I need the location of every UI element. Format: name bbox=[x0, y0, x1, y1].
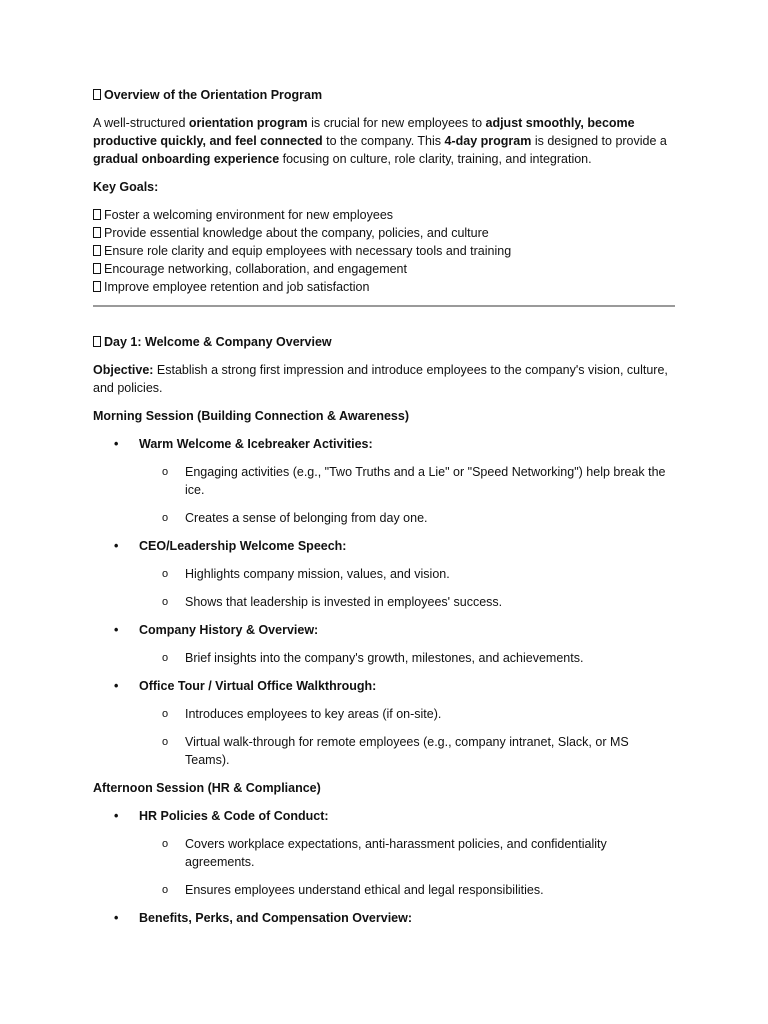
objective-text: Establish a strong first impression and introduce employees to the company's vision, culture, and policies. bbox=[93, 363, 668, 395]
missing-glyph-icon bbox=[93, 245, 101, 256]
missing-glyph-icon bbox=[93, 209, 101, 220]
sub-bullet-icon: o bbox=[162, 708, 169, 720]
sub-bullet-icon: o bbox=[162, 568, 169, 580]
objective-label: Objective: bbox=[93, 363, 154, 377]
sub-item-text: Engaging activities (e.g., "Two Truths and a Lie" or "Speed Networking") help break the ice. bbox=[185, 465, 666, 497]
session-item-label: CEO/Leadership Welcome Speech: bbox=[139, 539, 347, 553]
session-item bbox=[93, 807, 675, 899]
sub-bullet-icon: o bbox=[162, 512, 169, 524]
bullet-icon: • bbox=[114, 437, 119, 451]
sub-item-text: Covers workplace expectations, anti-harassment policies, and confidentiality agreements. bbox=[185, 837, 607, 869]
key-goals-label: Key Goals: bbox=[93, 180, 159, 194]
sub-item bbox=[139, 649, 675, 667]
session-item bbox=[93, 677, 675, 769]
bullet-icon: • bbox=[114, 623, 119, 637]
missing-glyph-icon bbox=[93, 263, 101, 274]
goal-item bbox=[93, 278, 675, 296]
bullet-icon: • bbox=[114, 679, 119, 693]
goal-text: Ensure role clarity and equip employees with necessary tools and training bbox=[104, 244, 512, 258]
sub-items bbox=[139, 463, 675, 527]
missing-glyph-icon bbox=[93, 281, 101, 292]
sub-items bbox=[139, 565, 675, 611]
sub-item bbox=[139, 835, 675, 871]
sub-item bbox=[139, 881, 675, 899]
horizontal-divider bbox=[93, 305, 675, 307]
sub-bullet-icon: o bbox=[162, 884, 169, 896]
missing-glyph-icon bbox=[93, 227, 101, 238]
emphasis-text: orientation program bbox=[188, 116, 308, 130]
overview-heading bbox=[93, 86, 675, 104]
session-items bbox=[93, 807, 675, 927]
bullet-icon: • bbox=[114, 911, 119, 925]
sub-item-text: Highlights company mission, values, and vision. bbox=[185, 567, 450, 581]
sub-item-text: Ensures employees understand ethical and legal responsibilities. bbox=[185, 883, 544, 897]
key-goals-list bbox=[93, 206, 675, 296]
goal-text: Improve employee retention and job satisfaction bbox=[104, 280, 370, 294]
session-item-label: Benefits, Perks, and Compensation Overview: bbox=[139, 911, 412, 925]
sub-item-text: Brief insights into the company's growth, milestones, and achievements. bbox=[185, 651, 584, 665]
sub-item-text: Shows that leadership is invested in employees' success. bbox=[185, 595, 503, 609]
emphasis-text: adjust smoothly, become productive quickly, and feel connected bbox=[93, 116, 635, 148]
bullet-icon: • bbox=[114, 809, 119, 823]
goal-item bbox=[93, 242, 675, 260]
sub-items bbox=[139, 705, 675, 769]
session-title: Morning Session (Building Connection & Awareness) bbox=[93, 409, 409, 423]
session-items bbox=[93, 435, 675, 769]
paragraph-text: focusing on culture, role clarity, training, and integration. bbox=[279, 152, 592, 166]
paragraph-text: to the company. This bbox=[322, 134, 445, 148]
session-item-label: HR Policies & Code of Conduct: bbox=[139, 809, 329, 823]
sub-item bbox=[139, 463, 675, 499]
paragraph-text: is designed to provide a bbox=[531, 134, 667, 148]
sub-item-text: Creates a sense of belonging from day one. bbox=[185, 511, 428, 525]
bullet-icon: • bbox=[114, 539, 119, 553]
sub-item bbox=[139, 733, 675, 769]
sub-bullet-icon: o bbox=[162, 596, 169, 608]
session-item-label: Warm Welcome & Icebreaker Activities: bbox=[139, 437, 373, 451]
sub-item bbox=[139, 593, 675, 611]
session-item bbox=[93, 909, 675, 927]
session-item bbox=[93, 621, 675, 667]
sub-item bbox=[139, 509, 675, 527]
session-item bbox=[93, 537, 675, 611]
goal-item bbox=[93, 224, 675, 242]
goal-item bbox=[93, 260, 675, 278]
session-item bbox=[93, 435, 675, 527]
emphasis-text: gradual onboarding experience bbox=[93, 152, 280, 166]
missing-glyph-icon bbox=[93, 336, 101, 347]
sub-item-text: Introduces employees to key areas (if on-site). bbox=[185, 707, 442, 721]
goal-text: Encourage networking, collaboration, and engagement bbox=[104, 262, 407, 276]
sub-item bbox=[139, 565, 675, 583]
goal-text: Provide essential knowledge about the company, policies, and culture bbox=[104, 226, 489, 240]
overview-heading-text: Overview of the Orientation Program bbox=[104, 88, 323, 102]
sub-bullet-icon: o bbox=[162, 652, 169, 664]
document-content bbox=[93, 86, 675, 937]
day1-heading bbox=[93, 333, 675, 351]
day1-sessions bbox=[93, 407, 675, 927]
missing-glyph-icon bbox=[93, 89, 101, 100]
overview-paragraph bbox=[93, 114, 675, 168]
sub-bullet-icon: o bbox=[162, 736, 169, 748]
paragraph-text: A well-structured bbox=[93, 116, 189, 130]
emphasis-text: 4-day program bbox=[444, 134, 532, 148]
sub-item bbox=[139, 705, 675, 723]
goal-text: Foster a welcoming environment for new employees bbox=[104, 208, 394, 222]
sub-bullet-icon: o bbox=[162, 466, 169, 478]
session-title: Afternoon Session (HR & Compliance) bbox=[93, 781, 321, 795]
sub-items bbox=[139, 835, 675, 899]
sub-bullet-icon: o bbox=[162, 838, 169, 850]
sub-items bbox=[139, 649, 675, 667]
day1-heading-text: Day 1: Welcome & Company Overview bbox=[104, 335, 332, 349]
session-item-label: Company History & Overview: bbox=[139, 623, 319, 637]
day1-objective bbox=[93, 361, 675, 397]
goal-item bbox=[93, 206, 675, 224]
sub-item-text: Virtual walk-through for remote employees (e.g., company intranet, Slack, or MS Teams). bbox=[185, 735, 629, 767]
paragraph-text: is crucial for new employees to bbox=[307, 116, 486, 130]
session-item-label: Office Tour / Virtual Office Walkthrough: bbox=[139, 679, 377, 693]
